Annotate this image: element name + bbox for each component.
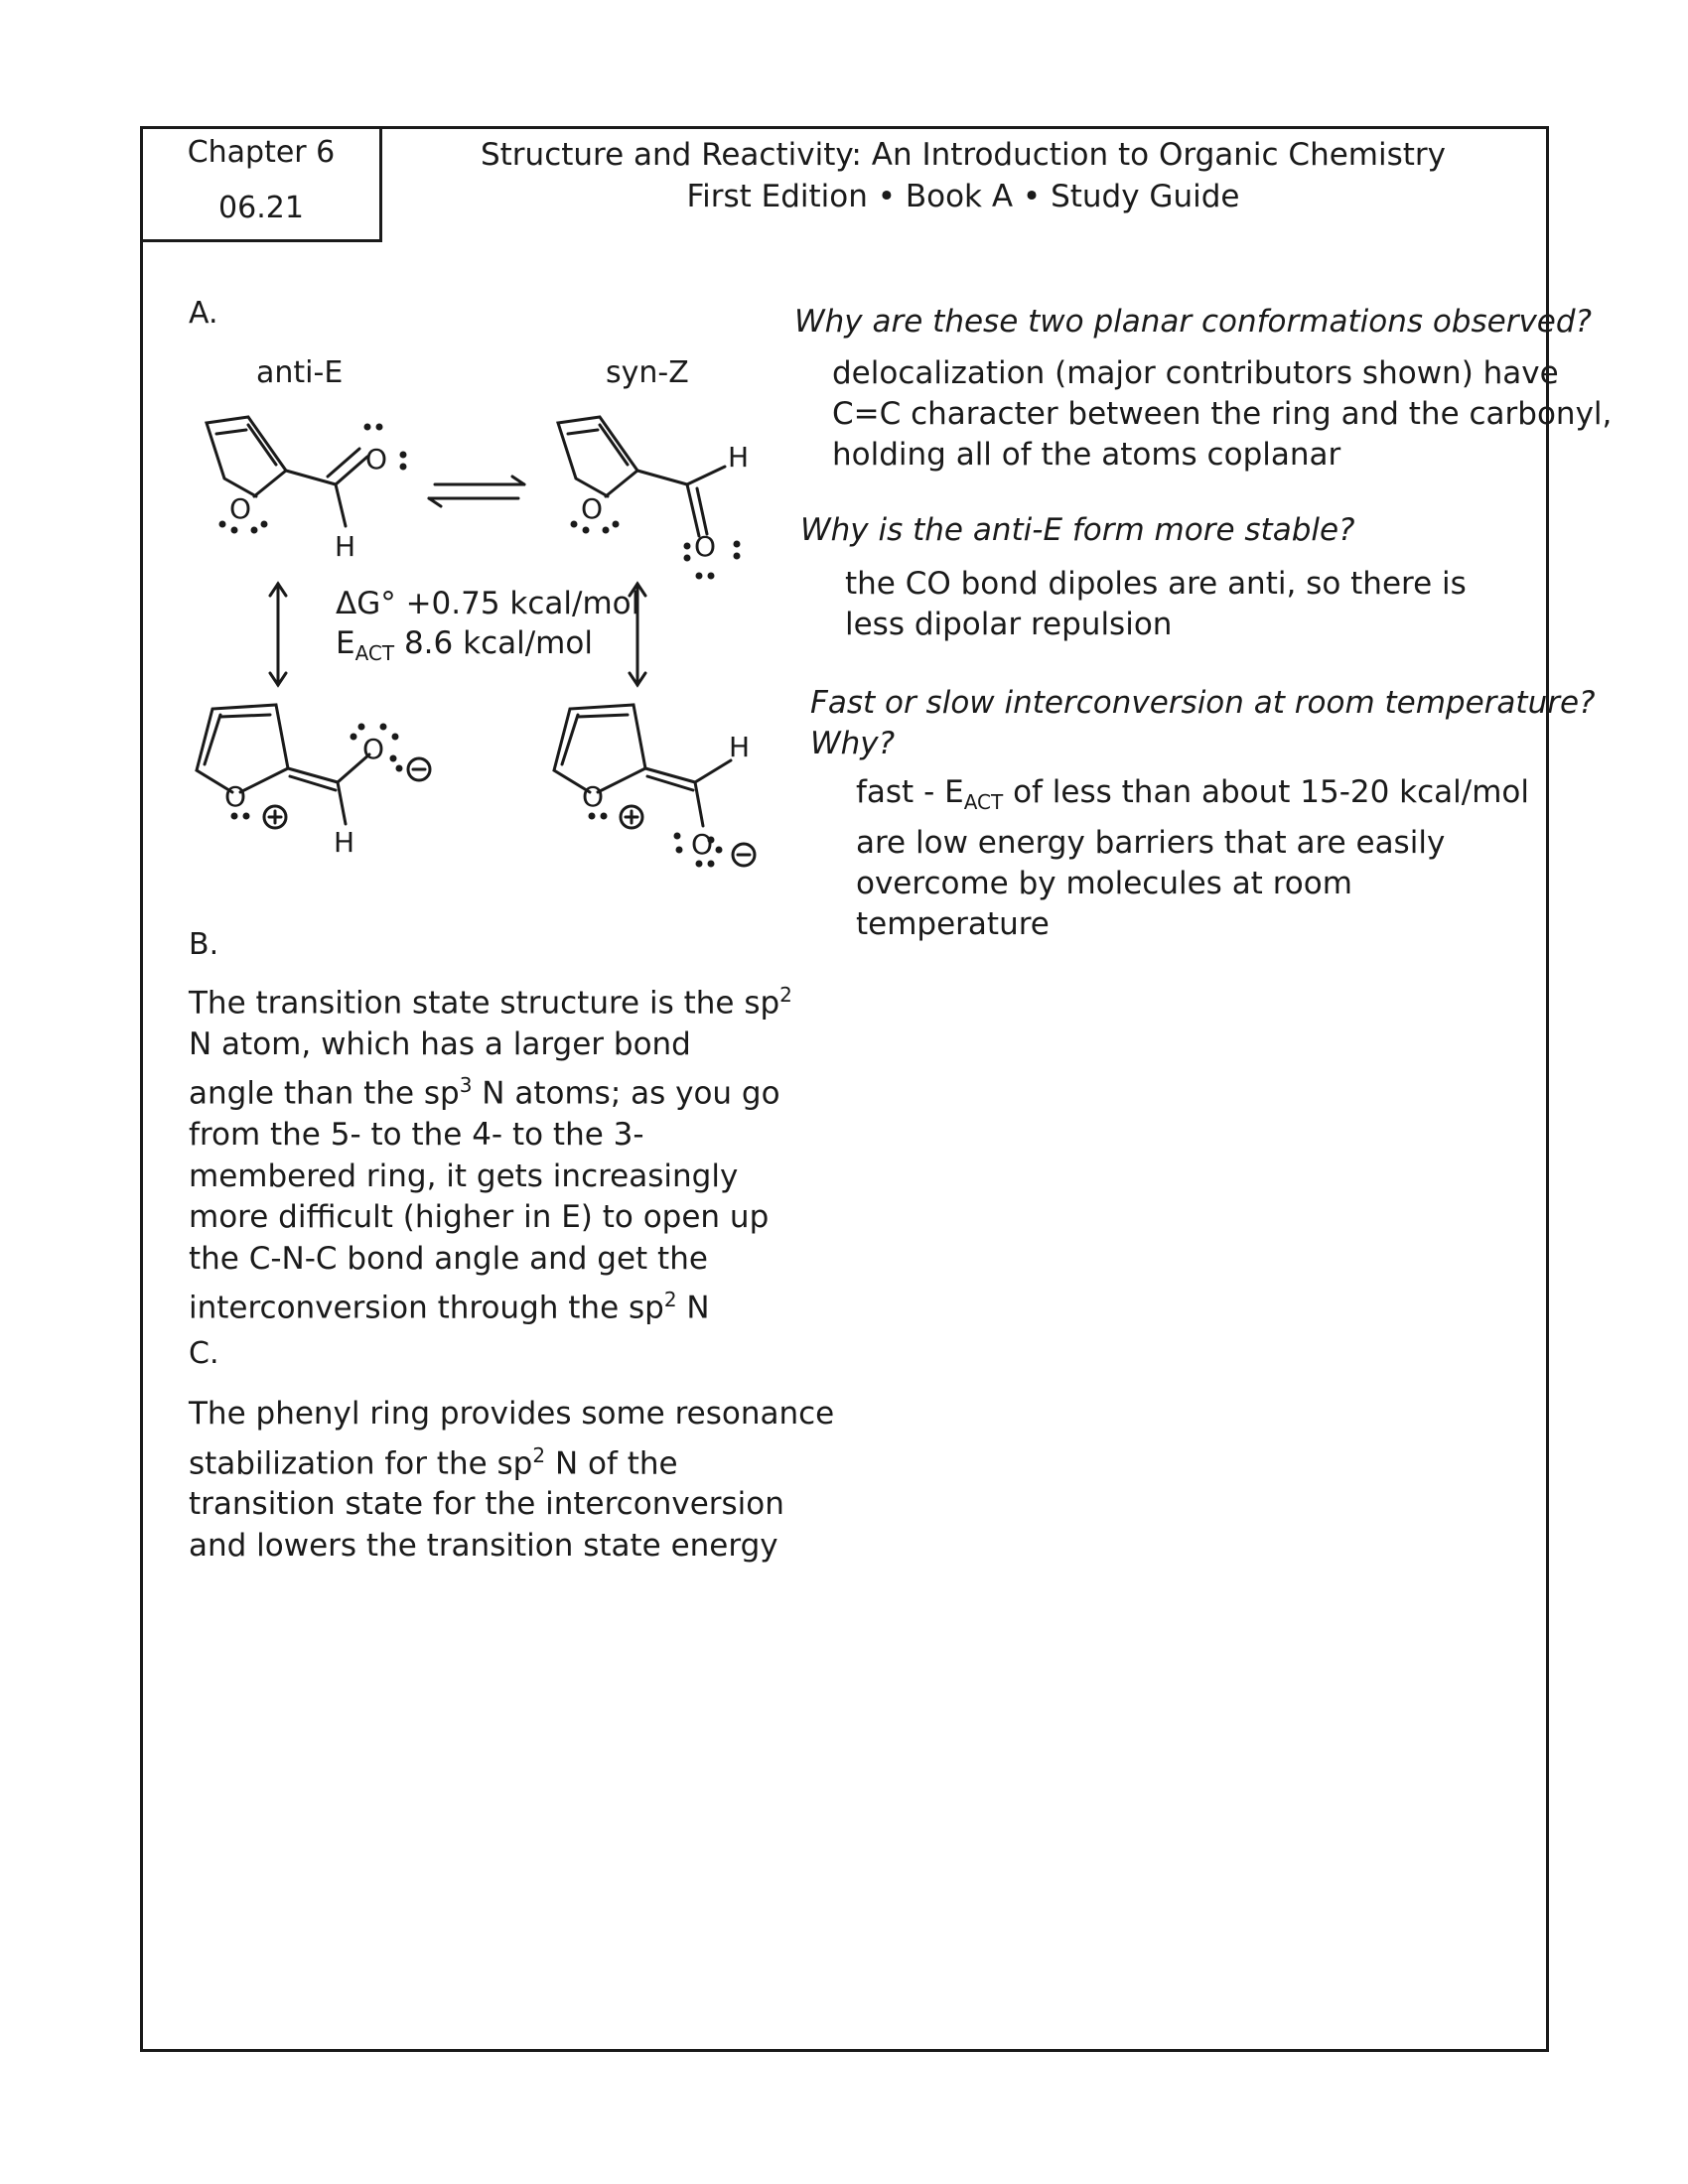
- anti-e-alkoxide-oxygen: O: [362, 733, 385, 765]
- question-1: Why are these two planar conformations observed?: [794, 304, 1593, 340]
- anti-e-res-hydrogen: H: [334, 826, 355, 859]
- activation-energy: $E_{ACT}$ 8.6 kcal/mol: [336, 625, 593, 666]
- anti-e-carbonyl-oxygen: O: [365, 443, 388, 476]
- anti-e-aldehyde-hydrogen: H: [335, 530, 356, 563]
- part-c-label: C.: [189, 1336, 219, 1371]
- syn-z-resonance-structure: [554, 705, 731, 826]
- question-3: Fast or slow interconversion at room temperature? Why?: [810, 685, 1596, 761]
- syn-z-alkoxide-oxygen: O: [691, 828, 714, 861]
- part-b-label: B.: [189, 927, 219, 962]
- book-title: Structure and Reactivity: An Introduction to Organic Chemistry: [480, 137, 1447, 173]
- syn-z-carbonyl-oxygen: O: [694, 530, 717, 563]
- delta-g-value: ΔG° +0.75 kcal/mol: [336, 586, 640, 621]
- part-b-answer: The transition state structure is the $sp^2$ N atom, which has a larger bond angle than the $sp^3$ N atoms; as you go from the 5- to the 4- to the 3- membered ring, it gets increasingly more difficult (higher in E) to open up the C-N-C bond angle and get the interconversion through the $sp^2$ N: [189, 983, 792, 1326]
- chapter-label: Chapter 6: [187, 135, 336, 170]
- edition-line: First Edition • Book A • Study Guide: [686, 179, 1240, 214]
- syn-z-aldehyde-hydrogen: H: [728, 441, 750, 474]
- question-2: Why is the anti-E form more stable?: [800, 512, 1355, 548]
- answer-1: delocalization (major contributors shown) have C=C character between the ring and the carbonyl, holding all of the atoms coplanar: [832, 355, 1613, 473]
- part-a-label: A.: [189, 296, 218, 331]
- anti-e-resonance-structure: [197, 705, 369, 824]
- anti-e-ring-oxygen: O: [229, 492, 252, 525]
- anti-e-label: anti-E: [256, 355, 344, 390]
- answer-2: the CO bond dipoles are anti, so there is less dipolar repulsion: [845, 566, 1467, 642]
- syn-z-res-hydrogen: H: [729, 731, 751, 763]
- syn-z-ring-oxygen: O: [581, 492, 604, 525]
- part-c-answer: The phenyl ring provides some resonance stabilization for the $sp^2$ N of the transition state for the interconversion and lowers the transition state energy: [189, 1396, 835, 1564]
- syn-z-label: syn-Z: [606, 355, 689, 390]
- syn-z-oxonium-oxygen: O: [582, 780, 605, 813]
- problem-number: 06.21: [218, 191, 304, 225]
- answer-3: fast - $E_{ACT}$ of less than about 15-20 kcal/mol are low energy barriers that are easily overcome by molecules at room temperature: [856, 774, 1530, 943]
- anti-e-oxonium-oxygen: O: [224, 780, 247, 813]
